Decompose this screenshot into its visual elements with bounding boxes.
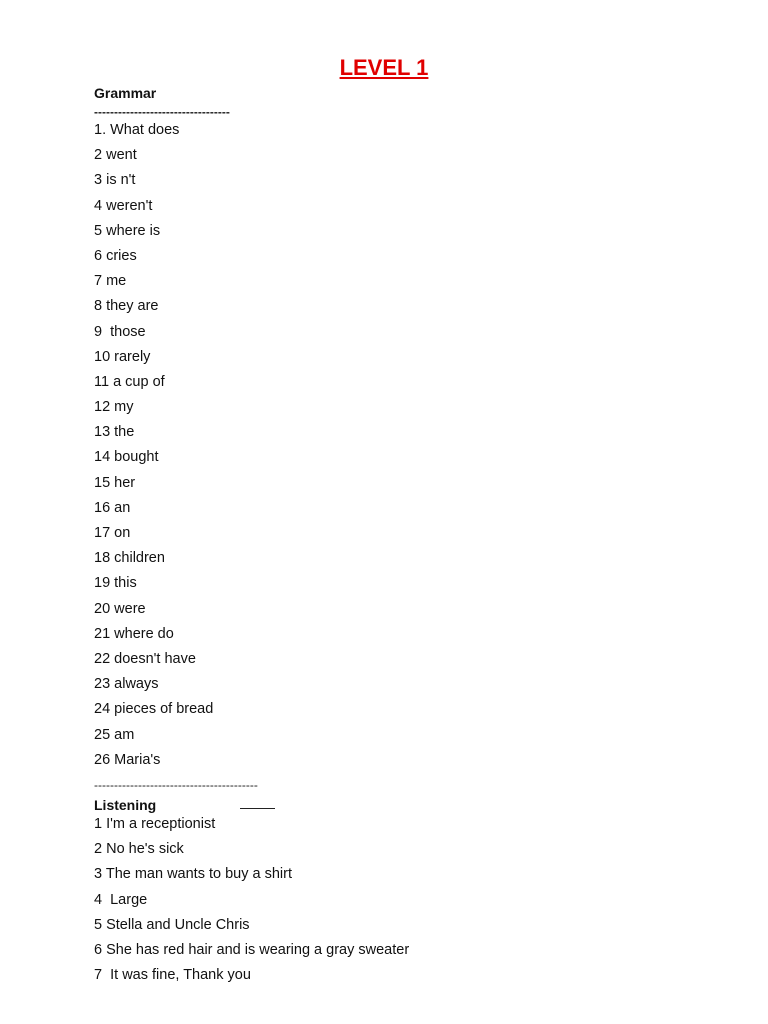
list-item: 5 where is (94, 222, 161, 239)
list-item: 4 weren't (94, 197, 153, 214)
list-item: 20 were (94, 600, 146, 617)
list-item: 17 on (94, 525, 131, 541)
listening-heading: Listening (94, 797, 157, 813)
list-item: 6 cries (94, 247, 137, 264)
grammar-answer-list (94, 118, 213, 773)
list-item: 4 Large (94, 891, 148, 908)
list-item: 7 It was fine, Thank you (94, 967, 251, 984)
list-item: 2 went (94, 147, 137, 164)
list-item: 14 bought (94, 449, 159, 466)
list-item: 19 this (94, 575, 137, 592)
list-item: 1 I'm a receptionist (94, 816, 216, 832)
grammar-heading: Grammar (94, 85, 157, 101)
list-item: 21 where do (94, 625, 174, 642)
list-item: 23 always (94, 676, 159, 693)
page-title: LEVEL 1 (339, 55, 429, 80)
list-item: 1. What does (94, 122, 180, 138)
blank-underline (240, 808, 275, 809)
list-item: 22 doesn't have (94, 650, 196, 667)
list-item: 15 her (94, 474, 136, 491)
section-divider: ----------------------------------------- (94, 778, 258, 792)
list-item: 2 No he's sick (94, 841, 184, 858)
list-item: 24 pieces of bread (94, 701, 214, 718)
list-item: 26 Maria's (94, 751, 161, 768)
list-item: 13 the (94, 424, 135, 441)
list-item: 9 those (94, 323, 146, 340)
list-item: 10 rarely (94, 348, 151, 365)
list-item: 25 am (94, 726, 135, 743)
list-item: 7 me (94, 273, 127, 290)
listening-answer-list (94, 812, 409, 988)
list-item: 11 a cup of (94, 373, 165, 390)
list-item: 18 children (94, 550, 165, 567)
list-item: 8 they are (94, 298, 159, 315)
list-item: 6 She has red hair and is wearing a gray sweater (94, 941, 410, 958)
list-item: 3 The man wants to buy a shirt (94, 866, 293, 883)
list-item: 12 my (94, 399, 134, 416)
list-item: 5 Stella and Uncle Chris (94, 916, 250, 933)
grammar-divider: ---------------------------------- (94, 105, 230, 119)
list-item: 3 is n't (94, 172, 136, 189)
list-item: 16 an (94, 499, 131, 516)
